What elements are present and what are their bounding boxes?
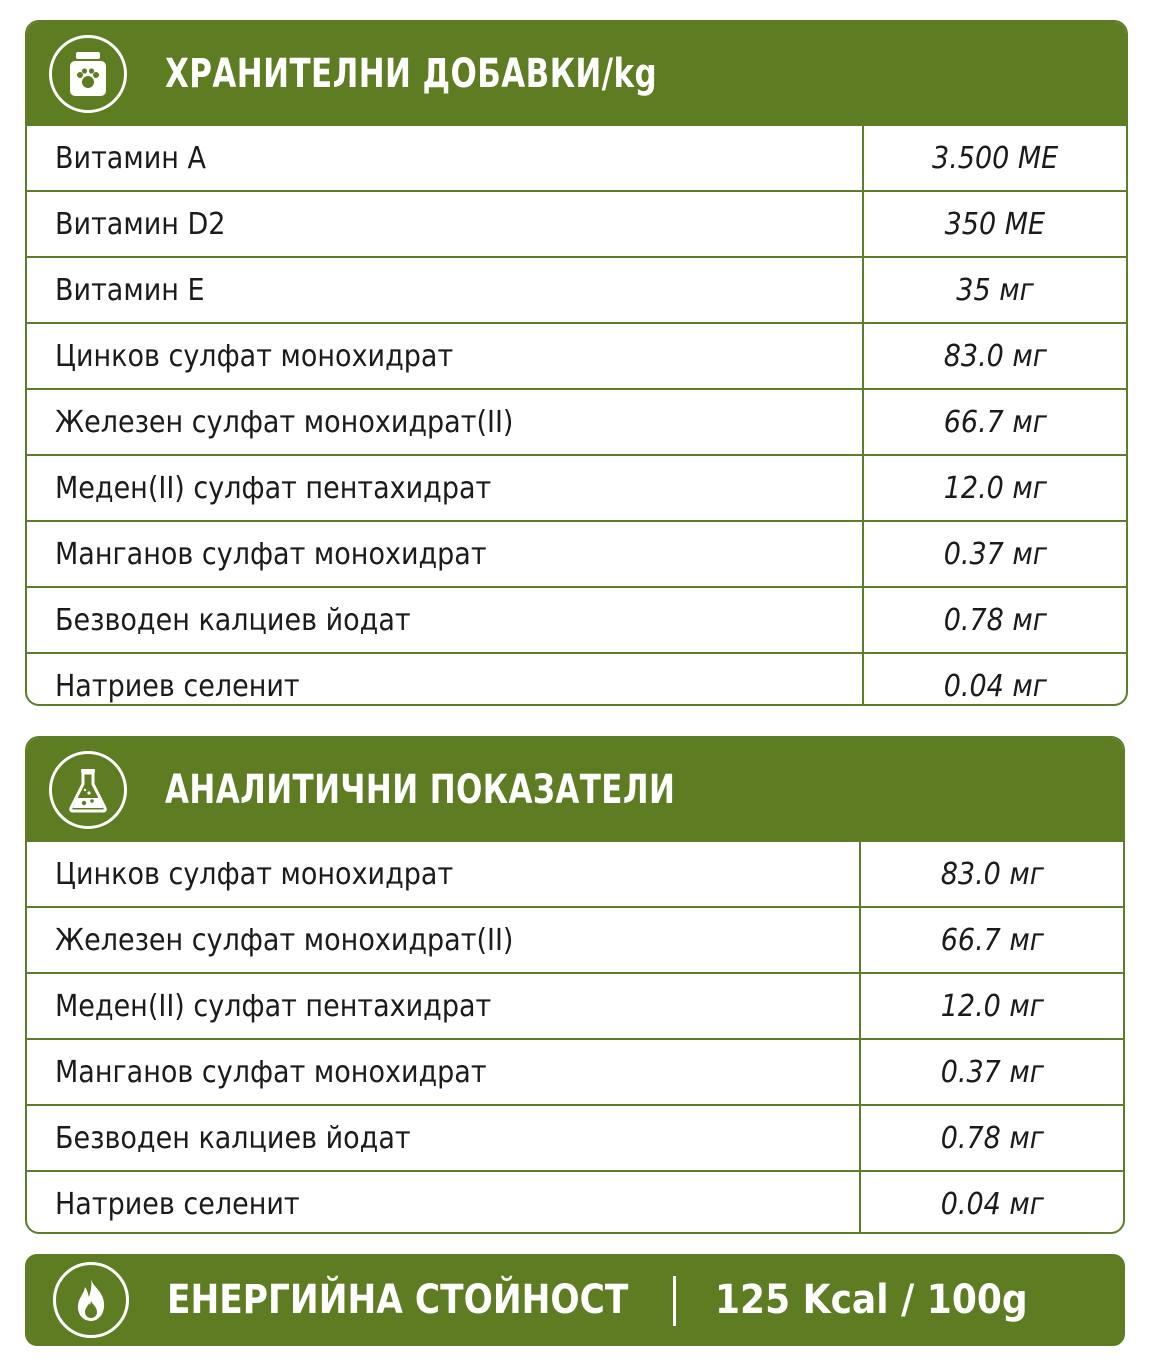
nutrient-value: 350 МЕ (944, 206, 1046, 242)
nutrient-name-cell (27, 842, 860, 907)
nutrient-value: 83.0 мг (943, 338, 1047, 374)
nutrient-value-cell (863, 455, 1126, 521)
nutrient-value: 12.0 мг (943, 470, 1047, 506)
nutrient-value: 12.0 мг (940, 988, 1044, 1024)
nutrient-name: Цинков сулфат монохидрат (55, 856, 454, 892)
nutrient-value-cell (860, 1105, 1123, 1171)
nutrient-name-cell (27, 1039, 860, 1105)
nutrient-name: Безводен калциев йодат (55, 1120, 411, 1156)
nutrient-value-cell (860, 907, 1123, 973)
table-row (27, 653, 1126, 706)
table-row (27, 521, 1126, 587)
nutrient-name: Меден(II) сулфат пентахидрат (55, 470, 492, 506)
nutrient-name-cell (27, 653, 863, 706)
nutrient-name: Железен сулфат монохидрат(II) (55, 922, 514, 958)
flame-icon (53, 1262, 129, 1338)
table-row (27, 1171, 1123, 1234)
table-row (27, 389, 1126, 455)
nutrient-name-cell (27, 257, 863, 323)
table-row (27, 323, 1126, 389)
nutrient-value: 0.78 мг (940, 1120, 1044, 1156)
table-row (27, 257, 1126, 323)
nutrient-name: Безводен калциев йодат (55, 602, 411, 638)
nutrient-value: 3.500 МЕ (931, 140, 1059, 176)
nutrient-name: Железен сулфат монохидрат(II) (55, 404, 514, 440)
nutrient-value: 66.7 мг (940, 922, 1044, 958)
energy-bar (25, 1254, 1125, 1346)
table-row (27, 455, 1126, 521)
table-row (27, 191, 1126, 257)
nutrient-value-cell (863, 257, 1126, 323)
table-row (27, 842, 1123, 907)
paw-jar-icon (49, 35, 127, 113)
nutrient-value-cell (863, 389, 1126, 455)
nutrient-name-cell (27, 907, 860, 973)
nutrient-name: Цинков сулфат монохидрат (55, 338, 454, 374)
nutrient-value: 0.37 мг (943, 536, 1047, 572)
nutrient-value: 0.04 мг (943, 668, 1047, 704)
nutrient-value-cell (863, 521, 1126, 587)
nutrient-value: 35 мг (956, 272, 1034, 308)
nutrient-value-cell (863, 587, 1126, 653)
supplements-title: ХРАНИТЕЛНИ ДОБАВКИ/kg (165, 51, 658, 97)
nutrient-name-cell (27, 973, 860, 1039)
analytics-panel (25, 736, 1125, 1234)
table-row (27, 587, 1126, 653)
nutrient-value-cell (860, 842, 1123, 907)
table-row (27, 907, 1123, 973)
nutrient-value: 0.37 мг (940, 1054, 1044, 1090)
flask-icon (49, 751, 127, 829)
nutrient-value-cell (860, 1039, 1123, 1105)
nutrient-name: Натриев селенит (55, 668, 300, 704)
energy-divider (673, 1276, 676, 1326)
supplements-header (27, 22, 1126, 126)
nutrient-value-cell (863, 191, 1126, 257)
analytics-header (27, 738, 1123, 842)
nutrient-name-cell (27, 521, 863, 587)
nutrient-name-cell (27, 389, 863, 455)
nutrient-name-cell (27, 191, 863, 257)
energy-label: ЕНЕРГИЙНА СТОЙНОСТ (167, 1277, 629, 1323)
nutrient-name: Витамин Е (55, 272, 205, 308)
nutrient-name-cell (27, 323, 863, 389)
nutrient-value: 0.04 мг (940, 1186, 1044, 1222)
nutrient-name: Натриев селенит (55, 1186, 300, 1222)
table-row (27, 1039, 1123, 1105)
supplements-table (27, 126, 1126, 706)
nutrient-value: 0.78 мг (943, 602, 1047, 638)
nutrient-name: Меден(II) сулфат пентахидрат (55, 988, 492, 1024)
analytics-title: АНАЛИТИЧНИ ПОКАЗАТЕЛИ (165, 767, 676, 813)
nutrient-value-cell (863, 323, 1126, 389)
nutrient-name-cell (27, 126, 863, 191)
nutrient-value: 83.0 мг (940, 856, 1044, 892)
nutrient-name-cell (27, 1105, 860, 1171)
table-row (27, 973, 1123, 1039)
nutrient-name-cell (27, 1171, 860, 1234)
nutrient-name-cell (27, 587, 863, 653)
nutrient-name: Манганов сулфат монохидрат (55, 536, 487, 572)
nutrient-value-cell (863, 653, 1126, 706)
nutrient-value-cell (863, 126, 1126, 191)
energy-value: 125 Kcal / 100g (715, 1277, 1028, 1323)
supplements-panel (25, 20, 1128, 706)
nutrient-value-cell (860, 973, 1123, 1039)
nutrient-name: Витамин D2 (55, 206, 226, 242)
nutrient-name: Манганов сулфат монохидрат (55, 1054, 487, 1090)
analytics-table (27, 842, 1123, 1234)
nutrient-name-cell (27, 455, 863, 521)
table-row (27, 126, 1126, 191)
nutrient-value-cell (860, 1171, 1123, 1234)
nutrient-name: Витамин А (55, 140, 206, 176)
nutrient-value: 66.7 мг (943, 404, 1047, 440)
table-row (27, 1105, 1123, 1171)
